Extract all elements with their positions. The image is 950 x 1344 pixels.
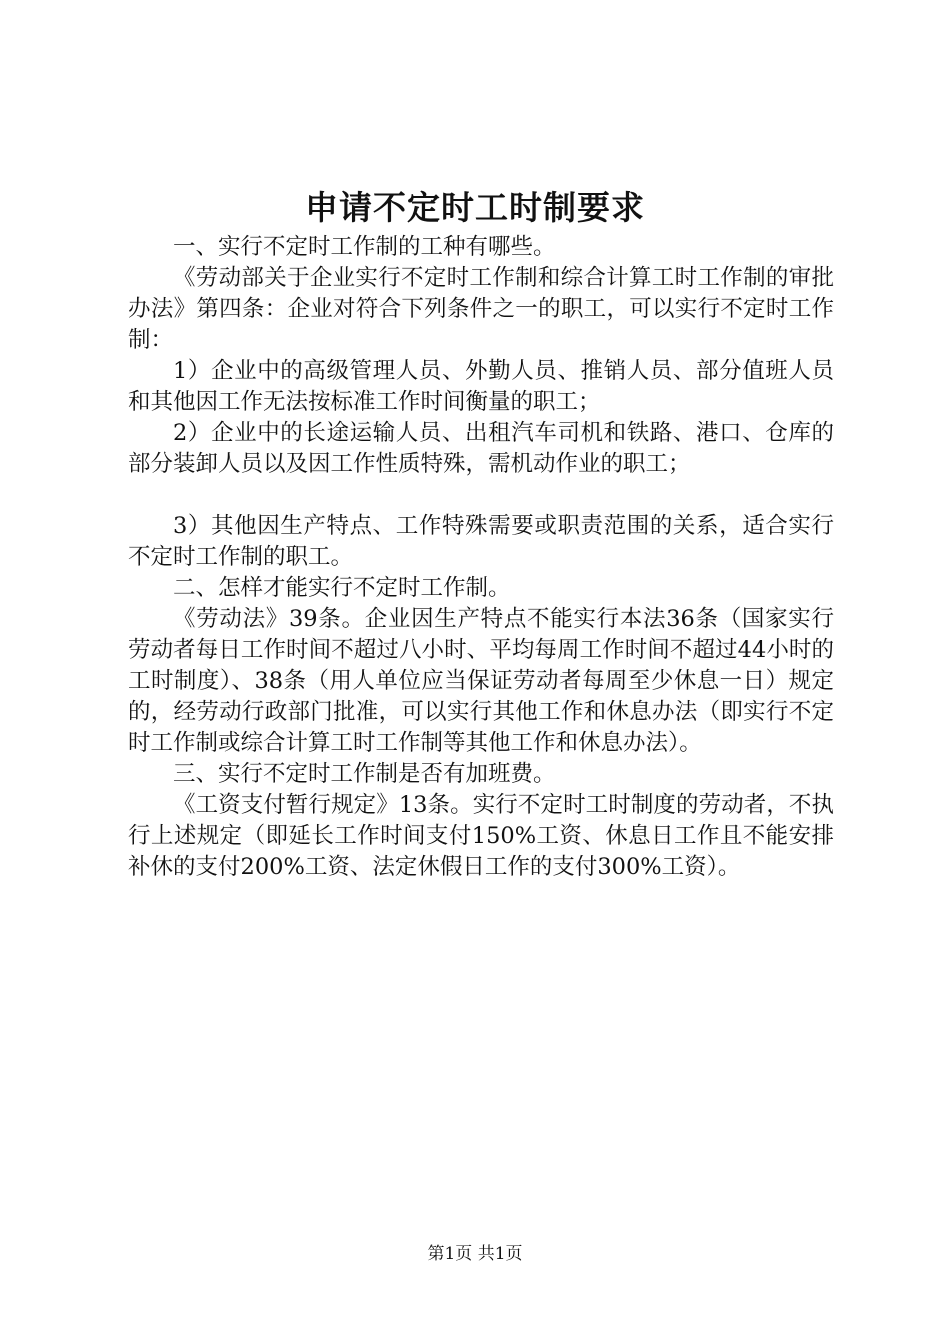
list-item-3: 3）其他因生产特点、工作特殊需要或职责范围的关系，适合实行不定时工作制的职工。	[128, 513, 834, 570]
page-footer: 第1页 共1页	[427, 1244, 523, 1264]
section-heading-1: 一、实行不定时工作制的工种有哪些。	[173, 234, 556, 260]
section-heading-2: 二、怎样才能实行不定时工作制。	[173, 575, 511, 601]
paragraph-wage-regulation-13: 《工资支付暂行规定》13条。实行不定时工时制度的劳动者，不执行上述规定（即延长工作时间支付150%工资、休息日工作且不能安排补休的支付200%工资、法定休假日工作的支付300%工资）。	[128, 792, 834, 880]
paragraph-labor-law-39: 《劳动法》39条。企业因生产特点不能实行本法36条（国家实行劳动者每日工作时间不超过八小时、平均每周工作时间不超过44小时的工时制度）、38条（用人单位应当保证劳动者每周至少休息一日）规定的，经劳动行政部门批准，可以实行其他工作和休息办法（即实行不定时工作制或综合计算工时工作制等其他工作和休息办法）。	[128, 606, 834, 756]
paragraph-regulation-article-4: 《劳动部关于企业实行不定时工作制和综合计算工时工作制的审批办法》第四条：企业对符合下列条件之一的职工，可以实行不定时工作制：	[128, 265, 834, 353]
document-title: 申请不定时工时制要求	[305, 188, 645, 227]
list-item-1: 1）企业中的高级管理人员、外勤人员、推销人员、部分值班人员和其他因工作无法按标准工作时间衡量的职工；	[128, 358, 834, 415]
document-body	[128, 232, 834, 883]
section-heading-3: 三、实行不定时工作制是否有加班费。	[173, 761, 556, 787]
list-item-2: 2）企业中的长途运输人员、出租汽车司机和铁路、港口、仓库的部分装卸人员以及因工作性质特殊，需机动作业的职工；	[128, 420, 834, 477]
